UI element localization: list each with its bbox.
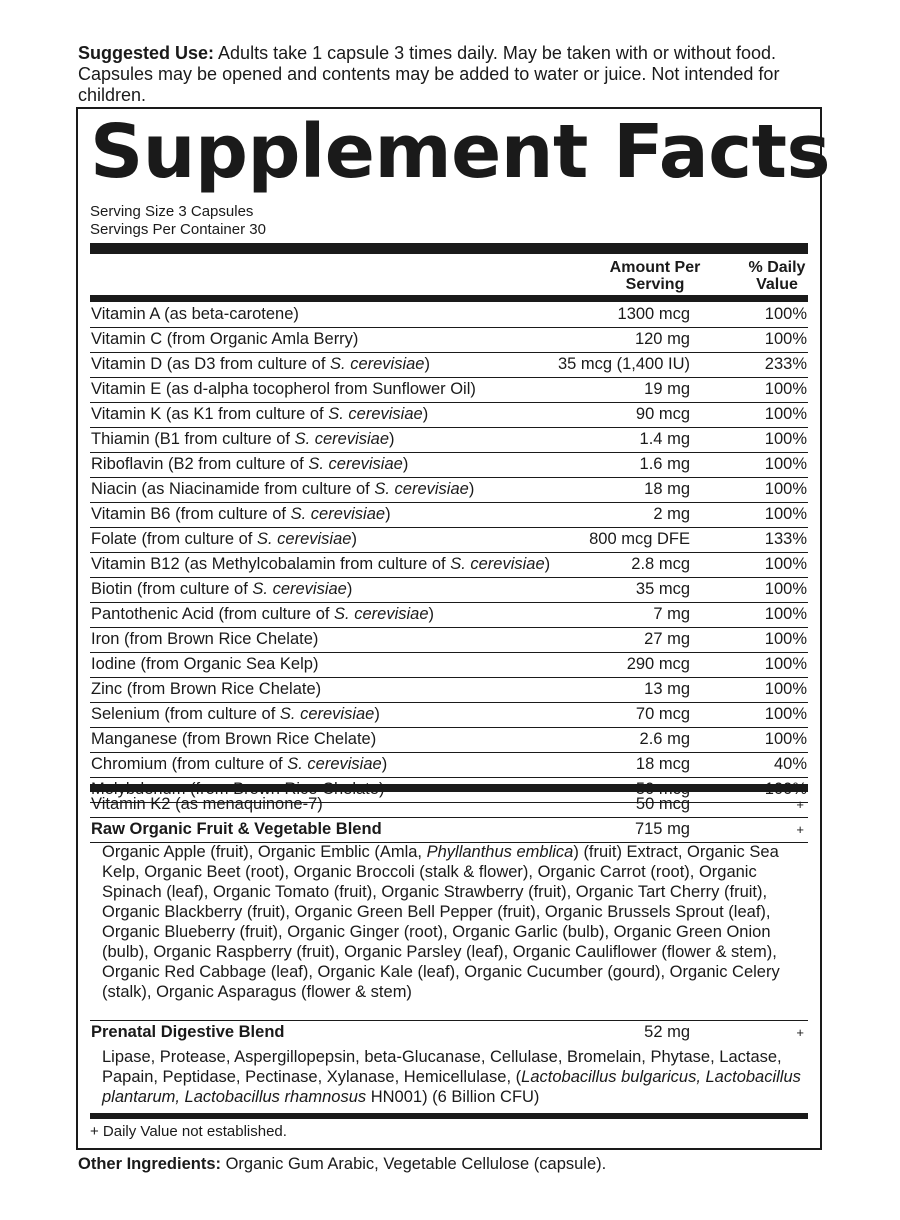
nutrient-daily-value: 133%	[764, 530, 807, 548]
nutrient-daily-value: 100%	[764, 580, 807, 598]
nutrient-amount: 50 mcg	[635, 795, 690, 813]
nutrient-name: Niacin (as Niacinamide from culture of S. cerevisiae)	[91, 480, 475, 498]
table-row	[90, 353, 808, 378]
nutrient-daily-value: 100%	[764, 705, 807, 723]
nutrient-name: Vitamin B12 (as Methylcobalamin from culture of S. cerevisiae)	[91, 555, 551, 573]
nutrient-amount: 18 mcg	[635, 755, 690, 773]
nutrient-name: Folate (from culture of S. cerevisiae)	[91, 530, 357, 548]
panel-title: Supplement Facts	[90, 109, 831, 195]
nutrient-daily-value: 100%	[764, 480, 807, 498]
nutrient-name: Iodine (from Organic Sea Kelp)	[91, 655, 319, 673]
nutrient-daily-value: 100%	[764, 405, 807, 423]
nutrient-daily-value: 100%	[764, 380, 807, 398]
table-row	[90, 478, 808, 503]
nutrient-table	[90, 303, 808, 803]
nutrient-name: Vitamin E (as d-alpha tocopherol from Sunflower Oil)	[91, 380, 476, 398]
table-row	[90, 818, 808, 843]
nutrient-amount: 19 mg	[644, 380, 690, 398]
other-ingredients	[78, 1154, 606, 1174]
blend-name: Raw Organic Fruit & Vegetable Blend	[91, 820, 382, 838]
divider-thick-bottom	[90, 1113, 808, 1119]
blend-amount: 52 mg	[644, 1023, 690, 1041]
table-row	[90, 428, 808, 453]
nutrient-daily-value: 100%	[764, 605, 807, 623]
nutrient-amount: 35 mcg (1,400 IU)	[557, 355, 690, 373]
table-row	[90, 703, 808, 728]
table-row	[90, 753, 808, 778]
nutrient-daily-value: 100%	[764, 680, 807, 698]
nutrient-amount: 70 mcg	[635, 705, 690, 723]
nutrient-name: Vitamin A (as beta-carotene)	[91, 305, 299, 323]
nutrient-amount: 2 mg	[653, 505, 690, 523]
table-row	[90, 603, 808, 628]
table-row	[90, 303, 808, 328]
nutrient-amount: 1300 mcg	[617, 305, 690, 323]
nutrient-amount: 1.4 mg	[639, 430, 690, 448]
nutrient-name: Vitamin B6 (from culture of S. cerevisiae)	[91, 505, 391, 523]
nutrient-name: Chromium (from culture of S. cerevisiae)	[91, 755, 388, 773]
nutrient-daily-value: +	[796, 797, 804, 812]
other-ingredients-label: Other Ingredients:	[78, 1155, 222, 1173]
supplement-facts-panel	[76, 107, 831, 1150]
nutrient-name: Riboflavin (B2 from culture of S. cerevisiae)	[91, 455, 409, 473]
blend-daily-value: +	[796, 822, 804, 837]
suggested-use-label: Suggested Use:	[78, 43, 215, 63]
nutrient-amount: 1.6 mg	[639, 455, 690, 473]
nutrient-daily-value: 40%	[773, 755, 807, 773]
table-row	[90, 328, 808, 353]
blend-amount: 715 mg	[634, 820, 690, 838]
nutrient-name: Thiamin (B1 from culture of S. cerevisiae)	[91, 430, 395, 448]
divider-thick-top	[90, 243, 808, 254]
nutrient-amount: 90 mcg	[635, 405, 690, 423]
table-row	[90, 553, 808, 578]
table-row	[90, 403, 808, 428]
table-row	[90, 1021, 808, 1045]
table-row	[90, 378, 808, 403]
nutrient-name: Vitamin K2 (as menaquinone-7)	[91, 795, 323, 813]
nutrient-name: Selenium (from culture of S. cerevisiae)	[91, 705, 380, 723]
digestive-blend-ingredients: Lipase, Protease, Aspergillopepsin, beta-Glucanase, Cellulase, Bromelain, Phytase, Lactase, Papain, Peptidase, Pectinase, Xylanase, Hemicellulase, (Lactobacillus bulgaricus, Lactobacillus plantarum, Lactobacillus rhamnosus HN001) (6 Billion CFU)	[102, 1048, 801, 1106]
nutrient-name: Biotin (from culture of S. cerevisiae)	[91, 580, 353, 598]
nutrient-daily-value: 100%	[764, 430, 807, 448]
suggested-use	[78, 43, 838, 106]
nutrient-daily-value: 100%	[764, 655, 807, 673]
other-ingredients-text: Organic Gum Arabic, Vegetable Cellulose (capsule).	[221, 1155, 607, 1173]
serving-info	[90, 203, 266, 239]
nutrient-amount: 7 mg	[653, 605, 690, 623]
nutrient-amount: 2.6 mg	[639, 730, 690, 748]
digestive-table	[90, 1020, 808, 1045]
footnote: + Daily Value not established.	[90, 1123, 287, 1140]
nutrient-name: Iron (from Brown Rice Chelate)	[91, 630, 319, 648]
table-row	[90, 453, 808, 478]
nutrient-name: Vitamin C (from Organic Amla Berry)	[91, 330, 359, 348]
nutrient-name: Vitamin K (as K1 from culture of S. cerevisiae)	[91, 405, 429, 423]
serving-size: Serving Size 3 Capsules	[90, 203, 254, 220]
table-row	[90, 503, 808, 528]
col-header-daily-value: % Daily Value	[748, 259, 806, 293]
nutrient-amount: 290 mcg	[626, 655, 690, 673]
fruit-blend-ingredients: Organic Apple (fruit), Organic Emblic (Amla, Phyllanthus emblica) (fruit) Extract, Organic Sea Kelp, Organic Beet (root), Organic Broccoli (stalk & flower), Organic Carrot (root), Organic Spinach (leaf), Organic Tomato (fruit), Organic Strawberry (fruit), Organic Tart Cherry (fruit), Organic Blackberry (fruit), Organic Green Bell Pepper (fruit), Organic Brussels Sprout (leaf), Organic Blueberry (fruit), Organic Ginger (root), Organic Garlic (bulb), Organic Green Onion (bulb), Organic Raspberry (fruit), Organic Parsley (leaf), Organic Cauliflower (flower & stem), Organic Red Cabbage (leaf), Organic Kale (leaf), Organic Cucumber (gourd), Organic Celery (stalk), Organic Asparagus (flower & stem)	[102, 843, 780, 1001]
nutrient-daily-value: 100%	[764, 330, 807, 348]
table-row	[90, 793, 808, 818]
nutrient-amount: 27 mg	[644, 630, 690, 648]
table-row	[90, 653, 808, 678]
nutrient-daily-value: 100%	[764, 305, 807, 323]
nutrient-amount: 18 mg	[644, 480, 690, 498]
table-row	[90, 528, 808, 553]
nutrient-name: Pantothenic Acid (from culture of S. cerevisiae)	[91, 605, 435, 623]
nutrient-daily-value: 100%	[764, 555, 807, 573]
nutrient-name: Vitamin D (as D3 from culture of S. cerevisiae)	[91, 355, 430, 373]
nutrient-amount: 2.8 mcg	[631, 555, 690, 573]
blend-name: Prenatal Digestive Blend	[91, 1023, 285, 1041]
table-row	[90, 678, 808, 703]
nutrient-name: Manganese (from Brown Rice Chelate)	[91, 730, 377, 748]
nutrient-daily-value: 100%	[764, 730, 807, 748]
nutrient-daily-value: 100%	[764, 630, 807, 648]
nutrient-daily-value: 100%	[764, 505, 807, 523]
table-row	[90, 728, 808, 753]
blend-daily-value: +	[796, 1025, 804, 1040]
suggested-use-text: Adults take 1 capsule 3 times daily. May be taken with or without food. Capsules may be opened and contents may be added to water or juice. Not intended for children.	[78, 43, 780, 105]
nutrient-amount: 120 mg	[634, 330, 690, 348]
nutrient-amount: 35 mcg	[635, 580, 690, 598]
nutrient-amount: 13 mg	[644, 680, 690, 698]
col-header-amount: Amount Per Serving	[609, 259, 701, 293]
nutrient-amount: 800 mcg DFE	[589, 530, 690, 548]
nutrient-daily-value: 233%	[764, 355, 807, 373]
table-row	[90, 578, 808, 603]
nutrient-daily-value: 100%	[764, 455, 807, 473]
servings-per-container: Servings Per Container 30	[90, 221, 266, 238]
table-row	[90, 628, 808, 653]
divider-thick-header	[90, 295, 808, 302]
nutrient-name: Zinc (from Brown Rice Chelate)	[91, 680, 322, 698]
blend-table	[90, 793, 808, 843]
divider-thick-blends	[90, 784, 808, 792]
